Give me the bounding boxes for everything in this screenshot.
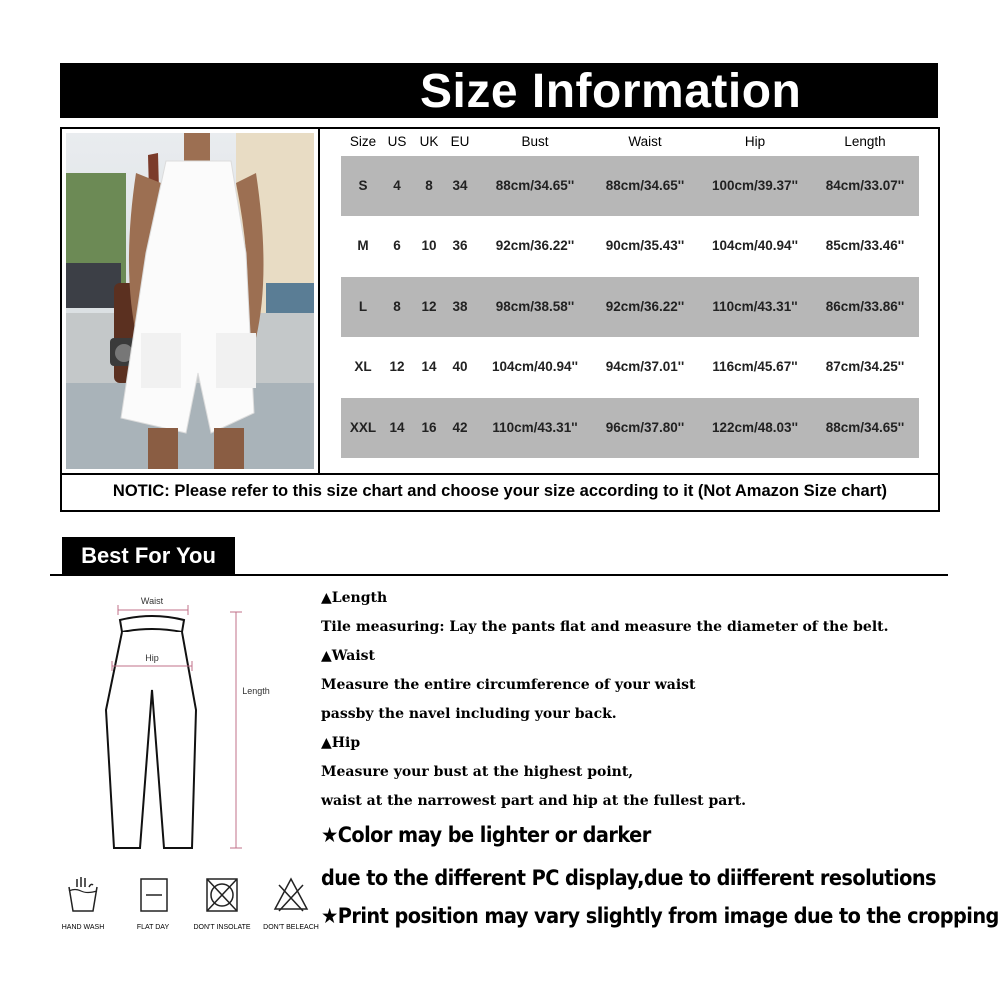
cell-hip: 110cm/43.31'' (712, 299, 798, 314)
hip-text-2: waist at the narrowest part and hip at the fullest part. (321, 793, 747, 809)
waist-label: Waist (140, 596, 164, 606)
header-size: Size (349, 134, 377, 149)
cell-us: 14 (389, 420, 405, 435)
cell-size: XL (354, 359, 372, 374)
do-not-bleach-icon (271, 875, 311, 915)
cell-uk: 10 (421, 238, 437, 253)
cell-bust: 110cm/43.31'' (492, 420, 578, 435)
cell-waist: 92cm/36.22'' (605, 299, 685, 314)
hip-label: Hip (145, 653, 159, 663)
hand-wash-icon (63, 875, 103, 915)
length-heading: ▲Length (321, 590, 388, 606)
header-length: Length (844, 134, 886, 149)
cell-eu: 38 (452, 299, 468, 314)
waist-text-1: Measure the entire circumference of your waist (321, 677, 696, 693)
cell-eu: 34 (452, 178, 468, 193)
cell-length: 86cm/33.86'' (825, 299, 905, 314)
page-title: Size Information (420, 65, 802, 118)
care-dont-bleach (256, 875, 326, 931)
product-photo (66, 133, 314, 469)
cell-us: 4 (393, 178, 401, 193)
cell-eu: 40 (452, 359, 468, 374)
care-hand-wash (48, 875, 118, 931)
header-us: US (387, 134, 407, 149)
care-label: FLAT DAY (136, 924, 170, 931)
cell-waist: 96cm/37.80'' (605, 420, 685, 435)
waist-heading: ▲Waist (321, 648, 376, 664)
print-note: ★Print position may vary slightly from image due to the cropping (321, 904, 999, 928)
measurement-diagram (60, 590, 310, 860)
cell-us: 8 (393, 299, 401, 314)
cell-length: 85cm/33.46'' (825, 238, 905, 253)
care-label: DON'T INSOLATE (193, 924, 251, 931)
cell-size: M (357, 238, 369, 253)
cell-size: XXL (349, 420, 377, 435)
cell-hip: 104cm/40.94'' (712, 238, 798, 253)
table-row (341, 216, 919, 276)
cell-eu: 36 (452, 238, 468, 253)
cell-size: L (358, 299, 368, 314)
waist-text-2: passby the navel including your back. (321, 706, 617, 722)
header-bust: Bust (521, 134, 549, 149)
size-grid (320, 129, 938, 473)
product-photo-cell (62, 129, 320, 473)
table-row (341, 398, 919, 458)
cell-hip: 116cm/45.67'' (712, 359, 798, 374)
care-label: DON'T BELEACH (263, 924, 319, 931)
best-for-you-label: Best For You (62, 537, 235, 575)
length-text: Tile measuring: Lay the pants flat and measure the diameter of the belt. (321, 619, 889, 635)
table-row (341, 156, 919, 216)
cell-bust: 92cm/36.22'' (495, 238, 575, 253)
size-notice: NOTIC: Please refer to this size chart and choose your size according to it (Not Amazon Size chart) (60, 473, 940, 512)
hip-heading: ▲Hip (321, 735, 361, 751)
flat-dry-icon (133, 875, 173, 915)
cell-waist: 90cm/35.43'' (605, 238, 685, 253)
table-row (341, 277, 919, 337)
color-note: ★Color may be lighter or darker (321, 823, 651, 847)
cell-eu: 42 (452, 420, 468, 435)
care-label: HAND WASH (61, 924, 105, 931)
cell-uk: 12 (421, 299, 437, 314)
care-flat-dry (118, 875, 188, 931)
section-divider (50, 574, 948, 576)
cell-length: 84cm/33.07'' (825, 178, 905, 193)
display-note: due to the different PC display,due to diifferent resolutions (321, 866, 937, 890)
cell-us: 12 (389, 359, 405, 374)
length-label: Length (242, 686, 270, 696)
cell-uk: 16 (421, 420, 437, 435)
header-uk: UK (419, 134, 439, 149)
header-hip: Hip (744, 134, 766, 149)
cell-hip: 100cm/39.37'' (712, 178, 798, 193)
cell-waist: 94cm/37.01'' (605, 359, 685, 374)
cell-bust: 88cm/34.65'' (495, 178, 575, 193)
cell-hip: 122cm/48.03'' (712, 420, 798, 435)
cell-size: S (358, 178, 368, 193)
cell-uk: 8 (425, 178, 433, 193)
cell-length: 88cm/34.65'' (825, 420, 905, 435)
size-table (60, 127, 940, 475)
cell-uk: 14 (421, 359, 437, 374)
header-eu: EU (450, 134, 470, 149)
do-not-tumble-icon (202, 875, 242, 915)
table-row (341, 337, 919, 397)
cell-waist: 88cm/34.65'' (605, 178, 685, 193)
hip-text-1: Measure your bust at the highest point, (321, 764, 634, 780)
cell-bust: 98cm/38.58'' (495, 299, 575, 314)
cell-bust: 104cm/40.94'' (492, 359, 578, 374)
care-dont-insolate (187, 875, 257, 931)
cell-us: 6 (393, 238, 401, 253)
cell-length: 87cm/34.25'' (825, 359, 905, 374)
header-waist: Waist (628, 134, 662, 149)
